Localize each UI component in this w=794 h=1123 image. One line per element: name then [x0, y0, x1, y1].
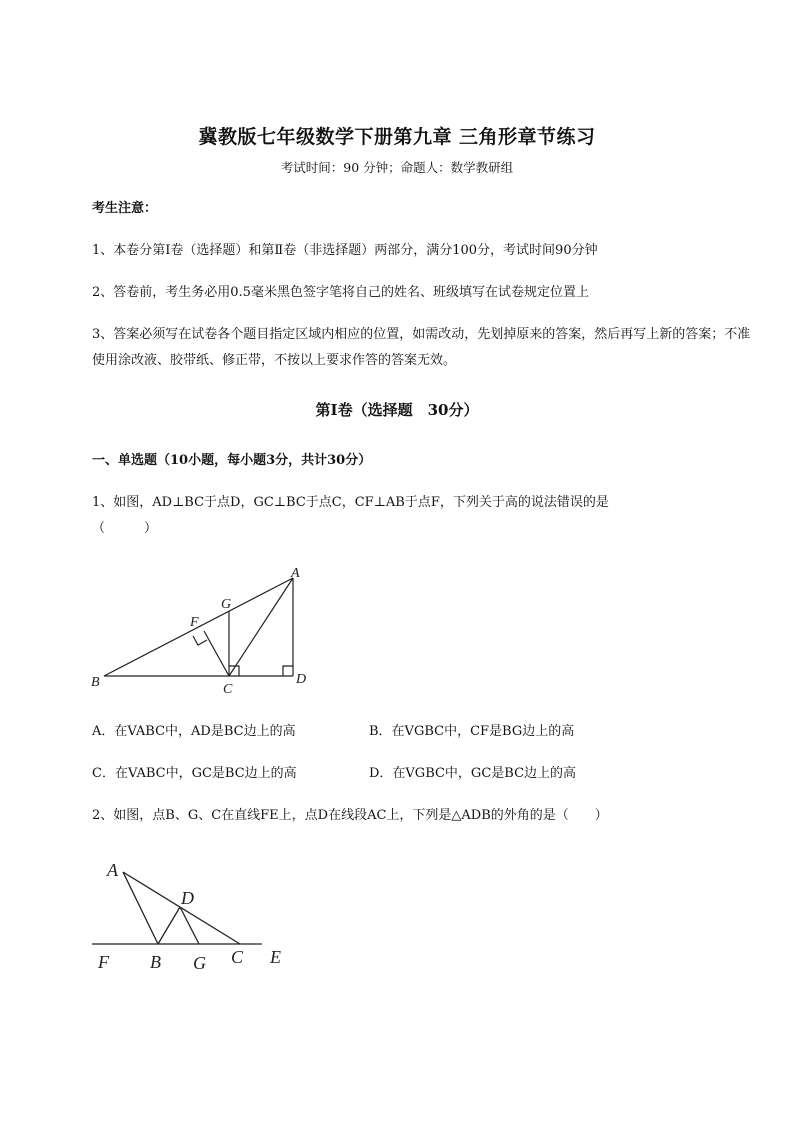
question-1-blank: （ ）	[92, 521, 158, 536]
option-b[interactable]: B．在VGBC中，CF是BG边上的高	[369, 724, 575, 739]
notice-heading: 考生注意：	[92, 201, 158, 216]
notice-item: 2、答卷前，考生务必用0.5毫米黑色签字笔将自己的姓名、班级填写在试卷规定位置上	[92, 285, 589, 300]
option-c[interactable]: C．在VABC中，GC是BC边上的高	[92, 766, 297, 781]
question-1-stem: 1、如图，AD⊥BC于点D，GC⊥BC于点C，CF⊥AB于点F，下列关于高的说法错误的是	[92, 495, 609, 510]
notice-item: 1、本卷分第Ⅰ卷（选择题）和第Ⅱ卷（非选择题）两部分，满分100分，考试时间90分钟	[92, 243, 598, 258]
notice-item: 3、答案必须写在试卷各个题目指定区域内相应的位置，如需改动，先划掉原来的答案，然后再写上新的答案；不准使用涂改液、胶带纸、修正带，不按以上要求作答的答案无效。	[92, 327, 751, 368]
label-f: F	[190, 615, 199, 630]
segment-db	[158, 907, 180, 944]
option-d[interactable]: D．在VGBC中，GC是BC边上的高	[369, 766, 577, 781]
part-heading: 一、单选题（10小题，每小题3分，共计30分）	[92, 453, 372, 468]
label-f: F	[98, 952, 109, 972]
label-d: D	[181, 888, 194, 908]
question-2-stem: 2、如图，点B、G、C在直线FE上，点D在线段AC上，下列是△ADB的外角的是（ ）	[92, 808, 608, 823]
label-g: G	[221, 597, 232, 612]
label-a: A	[107, 860, 118, 880]
label-g: G	[193, 953, 206, 973]
label-a: A	[291, 566, 300, 581]
label-b: B	[91, 675, 100, 690]
label-d: D	[296, 672, 307, 687]
exam-info: 考试时间：90 分钟；命题人：数学教研组	[280, 160, 514, 175]
label-e: E	[270, 947, 281, 967]
label-c: C	[231, 947, 244, 967]
page-title: 冀教版七年级数学下册第九章 三角形章节练习	[198, 126, 596, 148]
label-c: C	[223, 682, 233, 697]
section-title: 第Ⅰ卷（选择题 30分）	[315, 401, 479, 419]
label-b: B	[150, 952, 161, 972]
option-a[interactable]: A．在VABC中，AD是BC边上的高	[92, 724, 296, 739]
